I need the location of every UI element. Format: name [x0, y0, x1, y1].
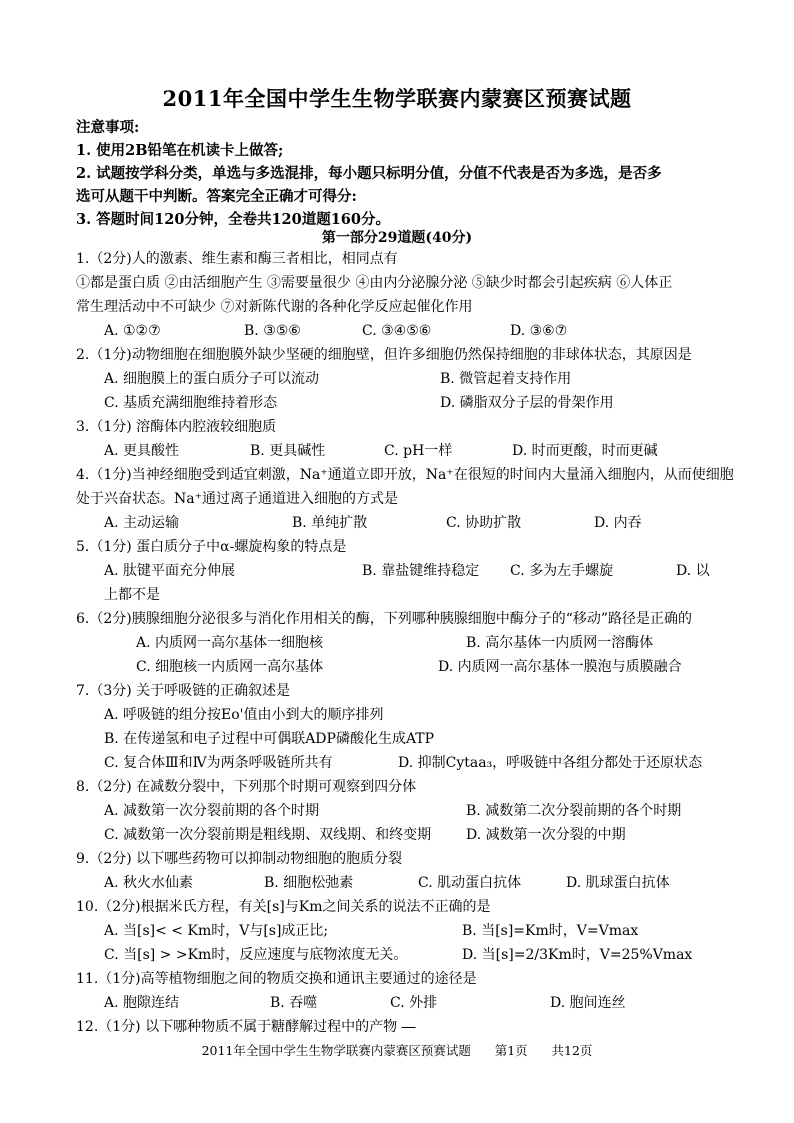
q2-option-b: B. 微管起着支持作用 — [440, 371, 572, 387]
q4-option-c: C. 协助扩散 — [446, 515, 522, 531]
q3-option-d: D. 时而更酸，时而更碱 — [512, 443, 658, 459]
q9-option-d: D. 肌球蛋白抗体 — [566, 875, 670, 891]
question-2-stem: 2.（1分)动物细胞在细胞膜外缺少坚硬的细胞壁，但许多细胞仍然保持细胞的非球体状态，其原因是 — [76, 347, 692, 363]
q10-option-c: C. 当[s] > >Km时，反应速度与底物浓度无关。 — [104, 947, 408, 963]
q7-option-c: C. 复合体Ⅲ和Ⅳ为两条呼吸链所共有 — [104, 755, 333, 771]
q6-option-a: A. 内质网一高尔基体一细胞核 — [136, 635, 324, 651]
question-1-stem: 1.（2分)人的激素、维生素和酶三者相比，相同点有 — [76, 251, 398, 267]
question-1-items: ①都是蛋白质 ②由活细胞产生 ③需要量很少 ④由内分泌腺分泌 ⑤缺少时都会引起疾病 ⑥人体正 — [76, 275, 673, 291]
note-2a: 2. 试题按学科分类，单选与多选混排，每小题只标明分值，分值不代表是否为多选，是否多 — [76, 165, 662, 182]
q6-option-d: D. 内质网一高尔基体一膜泡与质膜融合 — [438, 659, 682, 675]
q4-option-b: B. 单纯扩散 — [292, 515, 368, 531]
q10-option-a: A. 当[s]< < Km时，V与[s]成正比; — [104, 923, 329, 939]
q6-option-b: B. 高尔基体一内质网一溶酶体 — [466, 635, 654, 651]
note-1: 1. 使用2B铅笔在机读卡上做答; — [76, 142, 284, 159]
q3-option-a: A. 更具酸性 — [104, 443, 180, 459]
q7-option-b: B. 在传递氢和电子过程中可偶联ADP磷酸化生成ATP — [104, 731, 435, 747]
question-1-items-cont: 常生理活动中不可缺少 ⑦对新陈代谢的各种化学反应起催化作用 — [76, 299, 473, 315]
question-7-stem: 7.（3分) 关于呼吸链的正确叙述是 — [76, 683, 291, 699]
q8-option-c: C. 减数第一次分裂前期是粗线期、双线期、和终变期 — [104, 827, 432, 843]
question-3-stem: 3.（1分) 溶酶体内腔液较细胞质 — [76, 419, 277, 435]
q8-option-d: D. 减数第一次分裂的中期 — [466, 827, 626, 843]
q1-option-b: B. ③⑤⑥ — [244, 323, 301, 339]
q5-option-d: D. 以 — [676, 563, 710, 579]
q1-option-a: A. ①②⑦ — [104, 323, 161, 339]
page-footer: 2011年全国中学生生物学联赛内蒙赛区预赛试题 第1页 共12页 — [201, 1043, 593, 1058]
page-title: 2011年全国中学生生物学联赛内蒙赛区预赛试题 — [162, 86, 632, 111]
question-5-stem: 5.（1分) 蛋白质分子中α-螺旋构象的特点是 — [76, 539, 347, 555]
q4-option-d: D. 内吞 — [594, 515, 642, 531]
q3-option-c: C. pH一样 — [384, 443, 453, 459]
question-8-stem: 8.（2分) 在减数分裂中，下列那个时期可观察到四分体 — [76, 779, 417, 795]
note-2b: 选可从题干中判断。答案完全正确才可得分: — [76, 188, 357, 205]
notes-heading: 注意事项: — [76, 119, 140, 136]
q11-option-a: A. 胞隙连结 — [104, 995, 180, 1011]
q8-option-a: A. 减数第一次分裂前期的各个时期 — [104, 803, 320, 819]
q9-option-b: B. 细胞松弛素 — [264, 875, 354, 891]
section-heading: 第一部分29道题(40分) — [321, 230, 473, 246]
question-4-stem: 4.（1分)当神经细胞受到适宜刺激，Na⁺通道立即开放，Na⁺在很短的时间内大量涌入细胞内，从而使细胞 — [76, 467, 734, 483]
q8-option-b: B. 减数第二次分裂前期的各个时期 — [466, 803, 682, 819]
note-3: 3. 答题时间120分钟，全卷共120道题160分。 — [76, 211, 390, 228]
question-11-stem: 11.（1分)高等植物细胞之间的物质交换和通讯主要通过的途径是 — [76, 971, 477, 987]
q11-option-d: D. 胞间连丝 — [550, 995, 626, 1011]
q5-option-d-cont: 上都不是 — [104, 587, 160, 603]
q7-option-d: D. 抑制Cytaa₃，呼吸链中各组分都处于还原状态 — [398, 755, 703, 771]
question-9-stem: 9.（2分) 以下哪些药物可以抑制动物细胞的胞质分裂 — [76, 851, 403, 867]
question-6-stem: 6.（2分)胰腺细胞分泌很多与消化作用相关的酶，下列哪种胰腺细胞中酶分子的“移动”路径是正确的 — [76, 611, 693, 627]
q9-option-c: C. 肌动蛋白抗体 — [418, 875, 522, 891]
q5-option-b: B. 靠盐键维持稳定 — [362, 563, 480, 579]
q5-option-c: C. 多为左手螺旋 — [510, 563, 614, 579]
q6-option-c: C. 细胞核一内质网一高尔基体 — [136, 659, 324, 675]
q1-option-c: C. ③④⑤⑥ — [362, 323, 432, 339]
q1-option-d: D. ③⑥⑦ — [510, 323, 568, 339]
q5-option-a: A. 肽键平面充分伸展 — [104, 563, 236, 579]
q4-option-a: A. 主动运输 — [104, 515, 180, 531]
question-12-stem: 12.（1分) 以下哪种物质不属于糖酵解过程中的产物 ⎯⎯ — [76, 1019, 416, 1035]
q10-option-d: D. 当[s]=2/3Km时，V=25%Vmax — [462, 947, 693, 963]
q9-option-a: A. 秋火水仙素 — [104, 875, 194, 891]
q10-option-b: B. 当[s]=Km时，V=Vmax — [462, 923, 639, 939]
q2-option-d: D. 磷脂双分子层的骨架作用 — [440, 395, 614, 411]
q11-option-b: B. 吞噬 — [270, 995, 318, 1011]
question-4-stem-cont: 处于兴奋状态。Na⁺通过离子通道进入细胞的方式是 — [76, 491, 398, 507]
q2-option-c: C. 基质充满细胞维持着形态 — [104, 395, 278, 411]
question-10-stem: 10.（2分)根据米氏方程，有关[s]与Km之间关系的说法不正确的是 — [76, 899, 491, 915]
q3-option-b: B. 更具碱性 — [250, 443, 326, 459]
q7-option-a: A. 呼吸链的组分按Eo'值由小到大的顺序排列 — [104, 707, 384, 723]
q2-option-a: A. 细胞膜上的蛋白质分子可以流动 — [104, 371, 320, 387]
q11-option-c: C. 外排 — [390, 995, 438, 1011]
